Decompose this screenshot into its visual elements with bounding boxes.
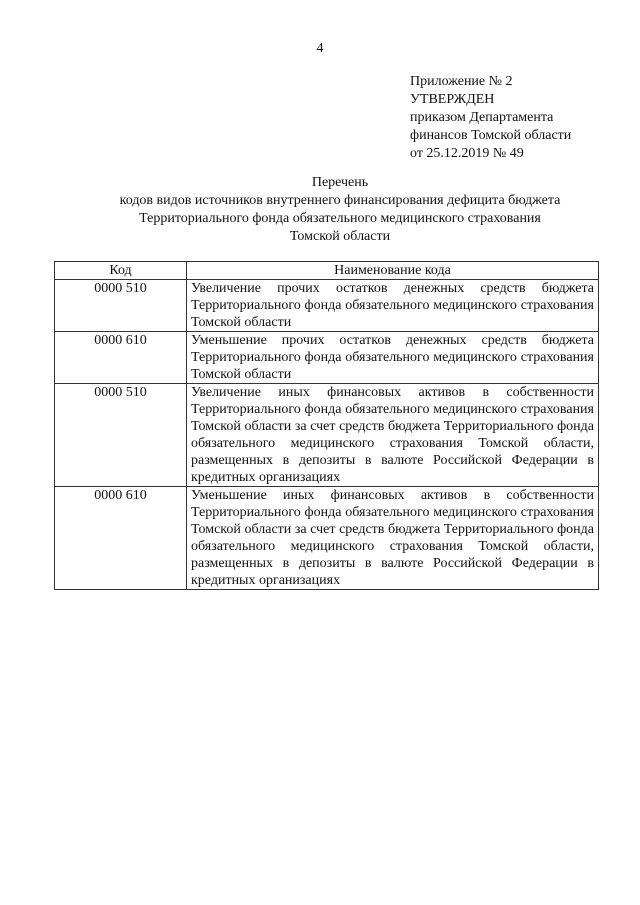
page-number: 4: [316, 41, 324, 56]
row-code: 0000 610: [55, 487, 187, 590]
approval-stamp: [410, 73, 635, 163]
row-name: Уменьшение прочих остатков денежных средств бюджета Территориального фонда обязательного медицинского страхования Томской области: [187, 332, 599, 384]
document-title: [40, 174, 640, 246]
approved-label: УТВЕРЖДЕН: [410, 92, 495, 107]
order-line-2: финансов Томской области: [410, 128, 572, 143]
codes-table: [54, 261, 599, 590]
annex-label: Приложение № 2: [410, 74, 513, 89]
title-heading: Перечень: [311, 175, 369, 190]
table-row: [55, 280, 599, 332]
title-line-3: Томской области: [289, 229, 391, 244]
row-code: 0000 610: [55, 332, 187, 384]
header-name: Наименование кода: [187, 262, 599, 280]
table-header-row: [55, 262, 599, 280]
row-name: Увеличение прочих остатков денежных средств бюджета Территориального фонда обязательного медицинского страхования Томской области: [187, 280, 599, 332]
row-name: Увеличение иных финансовых активов в собственности Территориального фонда обязательного медицинского страхования Томской области за счет средств бюджета Территориального фонда обязательного медицинского страхования Томской области, размещенных в депозиты в валюте Российской Федерации в кредитных организациях: [187, 384, 599, 487]
title-line-1: кодов видов источников внутреннего финансирования дефицита бюджета: [119, 193, 561, 208]
table-row: [55, 332, 599, 384]
order-date: от 25.12.2019 № 49: [410, 146, 524, 161]
header-code: Код: [55, 262, 187, 280]
title-line-2: Территориального фонда обязательного медицинского страхования: [139, 211, 541, 226]
row-code: 0000 510: [55, 280, 187, 332]
table-row: [55, 384, 599, 487]
row-code: 0000 510: [55, 384, 187, 487]
row-name: Уменьшение иных финансовых активов в собственности Территориального фонда обязательного медицинского страхования Томской области за счет средств бюджета Территориального фонда обязательного медицинского страхования Томской области, размещенных в депозиты в валюте Российской Федерации в кредитных организациях: [187, 487, 599, 590]
order-line-1: приказом Департамента: [410, 110, 554, 125]
table-row: [55, 487, 599, 590]
